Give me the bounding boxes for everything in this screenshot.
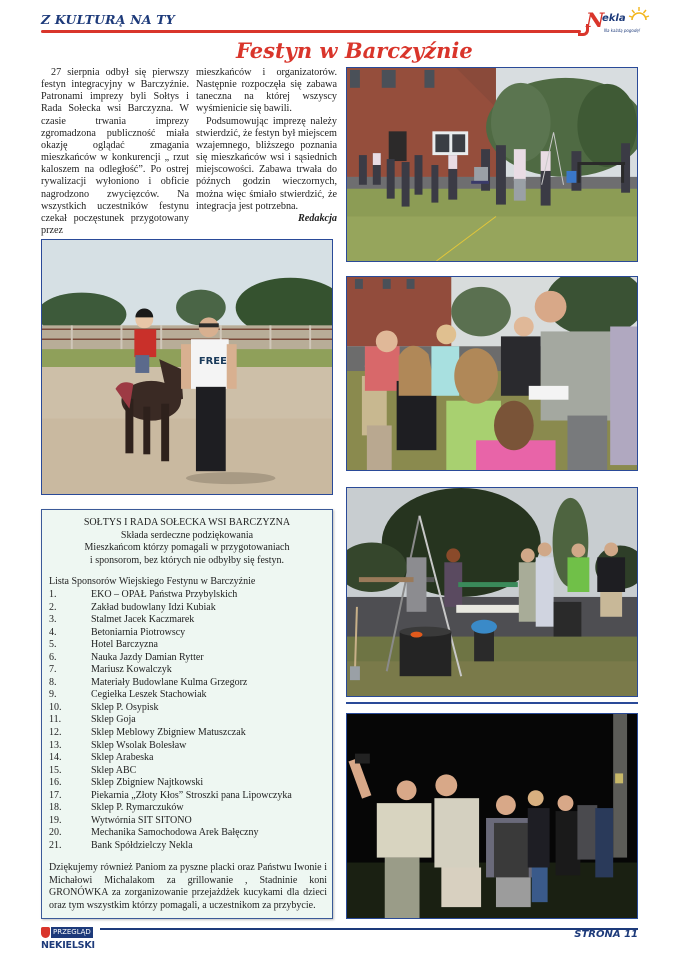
sponsor-number: 2. — [49, 601, 57, 613]
sponsor-name: Hotel Barczyzna — [91, 639, 158, 651]
photo-divider — [346, 702, 638, 704]
sponsor-name: Sklep Meblowy Zbigniew Matuszczak — [91, 727, 246, 739]
thanks-box — [41, 509, 333, 919]
sponsor-name: Materiały Budowlane Kulma Grzegorz — [91, 676, 248, 688]
photo-zabawa-wieczorna — [346, 713, 638, 919]
sponsor-item — [49, 614, 327, 627]
sponsor-name: Sklep Goja — [91, 714, 136, 726]
article-title: Festyn w Barczyźnie — [236, 38, 473, 63]
sponsor-name: Zakład budowlany Idzi Kubiak — [91, 601, 216, 613]
sponsor-number: 5. — [49, 639, 57, 651]
sponsor-number: 19. — [49, 814, 62, 826]
sponsor-item — [49, 802, 327, 815]
sponsor-number: 13. — [49, 739, 62, 751]
sponsor-name: Sklep P. Osypisk — [91, 701, 159, 713]
sun-icon — [628, 6, 650, 22]
page-number: STRONA 11 — [574, 929, 638, 940]
sponsor-list-title: Lista Sponsorów Wiejskiego Festynu w Barczyźnie — [49, 576, 256, 587]
przeglad-nekielski-logo — [41, 927, 101, 955]
thanks-heading-line: Mieszkańcom którzy pomagali w przygotowaniach — [84, 542, 290, 554]
article-column-1 — [41, 67, 189, 237]
article-paragraph: 27 sierpnia odbył się pierwszy festyn integracyjny w Barczyźnie. Patronami imprezy byli Sołtys i Rada Sołecka wsi Barczyzna. W czasie trwania imprezy zgromadzona publiczność miała okazję oglądać zmagania mieszkańców w konkurencji „ rzut kaloszem na odległość”. Po ostrej rywalizacji wyłoniono i obficie nagrodzono zwycięzców. Na wszystkich uczestników festynu czekał poczęstunek przygotowany przez — [41, 67, 189, 237]
sponsor-number: 12. — [49, 727, 62, 739]
svg-text:FREE: FREE — [198, 356, 227, 368]
sponsor-number: 11. — [49, 714, 62, 726]
thanks-heading — [42, 517, 332, 567]
sponsor-item — [49, 714, 327, 727]
sponsor-name: Stalmet Jacek Kaczmarek — [91, 614, 195, 626]
thanks-heading-line: i sponsorom, bez których nie odbyłby się festyn. — [89, 554, 285, 566]
sponsor-item — [49, 677, 327, 690]
sponsor-number: 14. — [49, 752, 62, 764]
thanks-closing: Dziękujemy również Paniom za pyszne placki oraz Państwu Iwonie i Michałowi Michalakom za grillowanie , Stadninie koni GRONÓWKA za zorganizowanie przejażdżek kucykami dla dzieci oraz tym wszystkim którzy pomagali, a uczestnikom za przybycie. — [49, 862, 327, 911]
sponsor-item — [49, 777, 327, 790]
sponsor-number: 7. — [49, 664, 57, 676]
article-column-2 — [196, 67, 337, 225]
sponsor-number: 9. — [49, 689, 57, 701]
sponsor-number: 21. — [49, 839, 62, 851]
sponsor-item — [49, 840, 327, 853]
section-label: Z KULTURĄ NA TY — [41, 12, 175, 27]
nekla-slogan: Na każdą pogodę! — [604, 28, 641, 33]
sponsor-item — [49, 589, 327, 602]
article-signature: Redakcja — [297, 212, 337, 224]
sponsor-name: Betoniarnia Piotrowscy — [91, 626, 186, 638]
sponsor-number: 20. — [49, 827, 62, 839]
sponsor-item — [49, 652, 327, 665]
sponsor-item — [49, 689, 327, 702]
sponsor-name: Nauka Jazdy Damian Rytter — [91, 651, 204, 663]
sponsor-number: 1. — [49, 589, 57, 600]
sponsor-number: 16. — [49, 777, 62, 789]
sponsor-number: 18. — [49, 802, 62, 814]
thanks-heading-line: SOŁTYS I RADA SOŁECKA WSI BARCZYZNA — [83, 517, 291, 528]
sponsor-name: Sklep Arabeska — [91, 752, 154, 764]
sponsor-item — [49, 815, 327, 828]
sponsor-item — [49, 827, 327, 840]
photo-nagrody-dla-dzieci — [346, 276, 638, 471]
footer-divider — [100, 928, 638, 930]
coat-of-arms-icon — [41, 927, 50, 938]
sponsor-number: 17. — [49, 789, 62, 801]
thanks-heading-line: Składa serdeczne podziękowania — [120, 529, 254, 541]
article-paragraph: Podsumowując imprezę należy stwierdzić, że festyn był miejscem wzajemnego, bliższego poznania się mieszkańców wsi i sąsiednich miejscowości. Zabawa trwała do późnych godzin wieczornych, można więc śmiało stwierdzić, że integracja jest potrzebna. — [196, 115, 337, 212]
sponsor-number: 8. — [49, 676, 57, 688]
sponsor-item — [49, 790, 327, 803]
sponsor-number: 3. — [49, 614, 57, 626]
sponsor-number: 4. — [49, 626, 57, 638]
photo-grillowanie — [346, 487, 638, 697]
photo-festyn-zabawy — [346, 67, 638, 262]
sponsor-item — [49, 639, 327, 652]
photo-przejazdzka-kucykiem — [41, 239, 333, 495]
sponsor-name: EKO – OPAŁ Państwa Przybylskich — [91, 589, 238, 600]
sponsor-name: Cegiełka Leszek Stachowiak — [91, 689, 207, 701]
sponsor-name: Wytwórnia SIT SITONO — [91, 814, 192, 826]
sponsor-item — [49, 702, 327, 715]
nekla-logo-word: ekla — [602, 13, 626, 24]
sponsor-number: 15. — [49, 764, 62, 776]
article-paragraph: mieszkańców i organizatorów. Następnie rozpoczęła się zabawa taneczna na której wszyscy wyśmienicie się bawili. — [196, 67, 337, 115]
sponsor-list — [49, 589, 327, 852]
sponsor-number: 10. — [49, 701, 62, 713]
sponsor-name: Piekarnia „Złoty Kłos” Stroszki pana Lipowczyka — [91, 789, 292, 801]
sponsor-item — [49, 664, 327, 677]
sponsor-item — [49, 740, 327, 753]
sponsor-item — [49, 752, 327, 765]
sponsor-name: Sklep Zbigniew Najtkowski — [91, 777, 204, 789]
sponsor-name: Mechanika Samochodowa Arek Bałęczny — [91, 827, 259, 839]
sponsor-name: Sklep P. Rymarczuków — [91, 802, 184, 814]
sponsor-name: Sklep Wsolak Bolesław — [91, 739, 187, 751]
nekla-logo — [586, 6, 666, 36]
header-divider — [41, 30, 581, 33]
sponsor-item — [49, 727, 327, 740]
sponsor-name: Bank Spółdzielczy Nekla — [91, 839, 193, 851]
sponsor-name: Mariusz Kowalczyk — [91, 664, 172, 676]
sponsor-item — [49, 627, 327, 640]
sponsor-number: 6. — [49, 651, 57, 663]
sponsor-item — [49, 765, 327, 778]
logo-top-text: PRZEGLĄD — [53, 928, 91, 936]
logo-bottom-text: NEKIELSKI — [41, 940, 95, 951]
sponsor-item — [49, 602, 327, 615]
sponsor-name: Sklep ABC — [91, 764, 137, 776]
nekla-logo-letter: N — [586, 8, 605, 32]
